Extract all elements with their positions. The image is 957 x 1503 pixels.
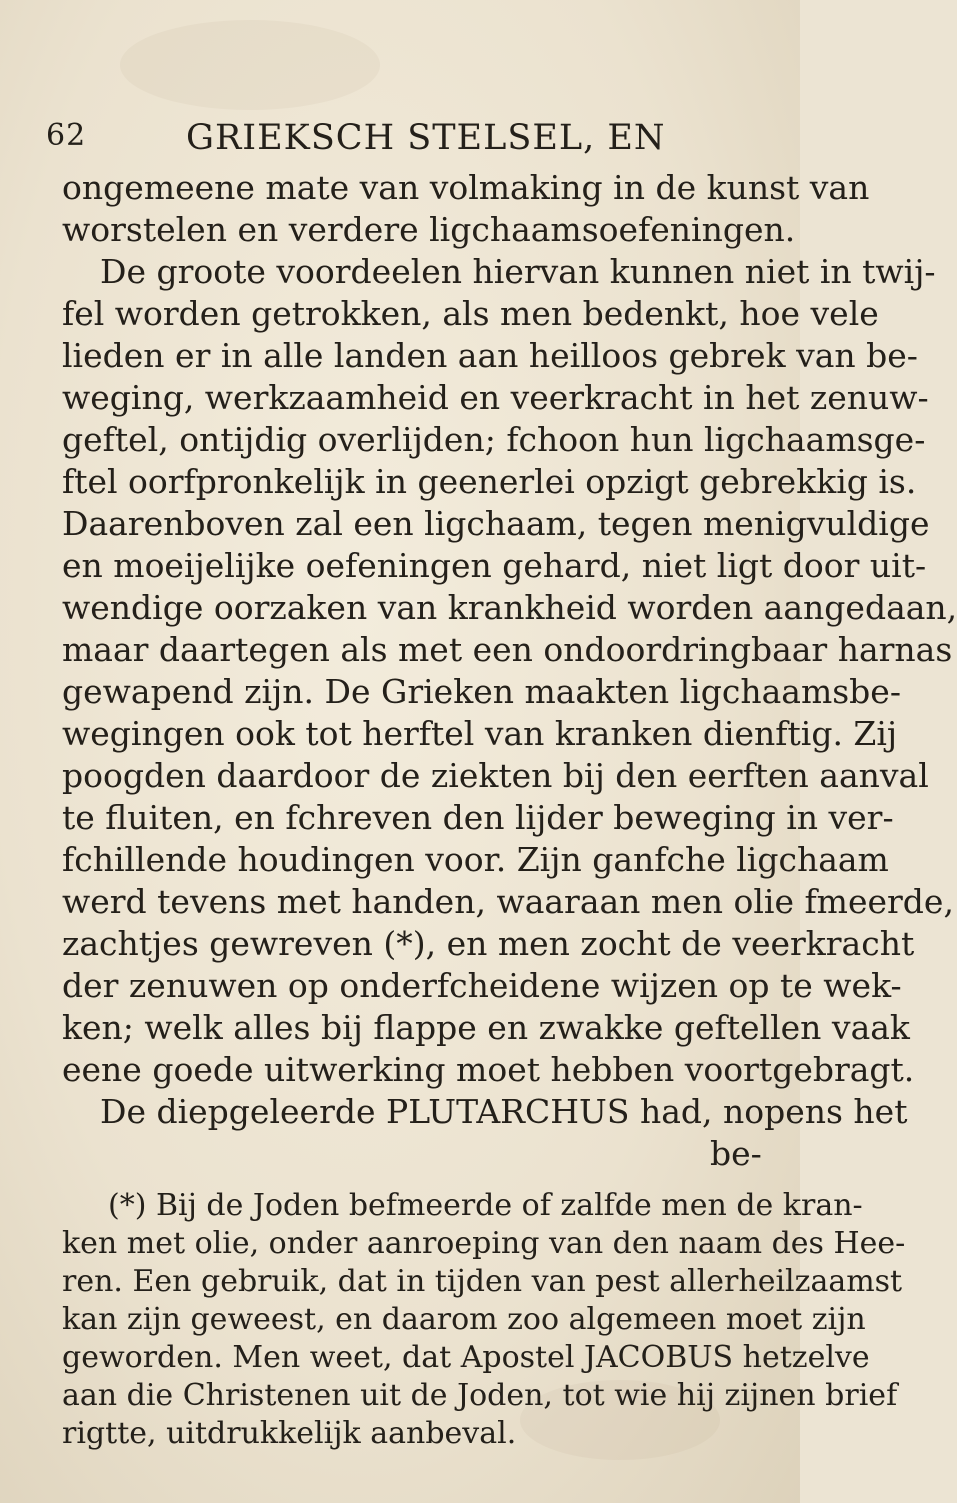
paper-stain (120, 20, 380, 110)
text-line: wegingen ook tot herftel van kranken dienftig. Zij (62, 714, 898, 753)
text-line: der zenuwen op onderfcheidene wijzen op te wek- (62, 966, 902, 1005)
running-title: GRIEKSCH STELSEL, EN (186, 118, 666, 158)
text-line: fel worden getrokken, als men bedenkt, hoe vele (62, 294, 879, 333)
footnote-line: ken met olie, onder aanroeping van den naam des Hee- (62, 1226, 906, 1261)
footnote-line: aan die Christenen uit de Joden, tot wie hij zijnen brief (62, 1378, 898, 1413)
text-line: geftel, ontijdig overlijden; fchoon hun ligchaamsge- (62, 420, 926, 459)
footnote-line: geworden. Men weet, dat Apostel JACOBUS hetzelve (62, 1340, 870, 1375)
text-line: Daarenboven zal een ligchaam, tegen menigvuldige (62, 504, 930, 543)
text-line: lieden er in alle landen aan heilloos gebrek van be- (62, 336, 918, 375)
text-line: De groote voordeelen hiervan kunnen niet in twij- (100, 252, 936, 291)
text-line: gewapend zijn. De Grieken maakten ligchaamsbe- (62, 672, 901, 711)
text-line: ken; welk alles bij flappe en zwakke geftellen vaak (62, 1008, 910, 1047)
page-header (46, 118, 746, 164)
text-line: fchillende houdingen voor. Zijn ganfche ligchaam (62, 840, 889, 879)
text-line: zachtjes gewreven (*), en men zocht de veerkracht (62, 924, 915, 963)
text-line: ftel oorfpronkelijk in geenerlei opzigt gebrekkig is. (62, 462, 917, 501)
footnote-line: rigtte, uitdrukkelijk aanbeval. (62, 1416, 517, 1451)
text-line: te fluiten, en fchreven den lijder beweging in ver- (62, 798, 894, 837)
text-line: wendige oorzaken van krankheid worden aangedaan, (62, 588, 957, 627)
page-number: 62 (46, 118, 87, 153)
text-line: De diepgeleerde PLUTARCHUS had, nopens het (100, 1092, 908, 1131)
footnote-line: (*) Bij de Joden befmeerde of zalfde men de kran- (108, 1188, 863, 1223)
text-line: poogden daardoor de ziekten bij den eerften aanval (62, 756, 929, 795)
text-line: werd tevens met handen, waaraan men olie fmeerde, (62, 882, 954, 921)
text-line: ongemeene mate van volmaking in de kunst van (62, 168, 870, 207)
text-line: weging, werkzaamheid en veerkracht in het zenuw- (62, 378, 929, 417)
catchword: be- (710, 1134, 762, 1173)
footnote-line: kan zijn geweest, en daarom zoo algemeen moet zijn (62, 1302, 866, 1337)
text-line: eene goede uitwerking moet hebben voortgebragt. (62, 1050, 915, 1089)
text-line: worstelen en verdere ligchaamsoefeningen. (62, 210, 796, 249)
text-line: en moeijelijke oefeningen gehard, niet ligt door uit- (62, 546, 927, 585)
footnote-line: ren. Een gebruik, dat in tijden van pest allerheilzaamst (62, 1264, 903, 1299)
text-line: maar daartegen als met een ondoordringbaar harnas (62, 630, 953, 669)
